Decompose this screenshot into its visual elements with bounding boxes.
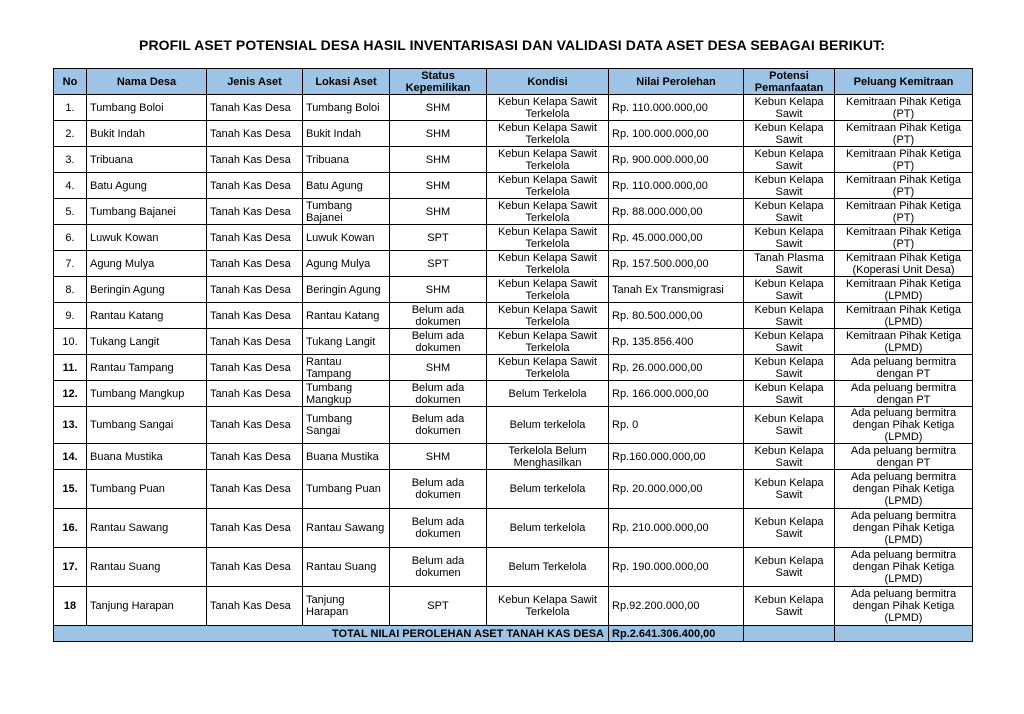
table-row [54, 509, 973, 548]
table-cell-potensi: Kebun Kelapa Sawit [744, 121, 835, 147]
table-cell-no: 10. [54, 329, 87, 355]
table-cell-nama-desa: Rantau Tampang [87, 355, 207, 381]
table-cell-nilai: Rp. 166.000.000,00 [609, 381, 744, 407]
table-cell-lokasi-aset: Tumbang Bajanei [303, 199, 390, 225]
table-cell-jenis-aset: Tanah Kas Desa [207, 548, 303, 587]
table-row [54, 381, 973, 407]
table-cell-kondisi: Kebun Kelapa Sawit Terkelola [487, 277, 609, 303]
table-cell-jenis-aset: Tanah Kas Desa [207, 355, 303, 381]
table-cell-nama-desa: Tukang Langit [87, 329, 207, 355]
table-cell-kondisi: Kebun Kelapa Sawit Terkelola [487, 355, 609, 381]
table-cell-jenis-aset: Tanah Kas Desa [207, 121, 303, 147]
table-cell-jenis-aset: Tanah Kas Desa [207, 470, 303, 509]
table-cell-potensi: Kebun Kelapa Sawit [744, 470, 835, 509]
table-cell-lokasi-aset: Tumbang Mangkup [303, 381, 390, 407]
table-cell-nama-desa: Tumbang Sangai [87, 407, 207, 444]
table-cell-potensi: Kebun Kelapa Sawit [744, 548, 835, 587]
table-cell-status: Belum ada dokumen [390, 548, 487, 587]
table-cell-peluang: Kemitraan Pihak Ketiga (PT) [835, 147, 973, 173]
table-cell-potensi: Kebun Kelapa Sawit [744, 147, 835, 173]
table-cell-nilai: Rp. 110.000.000,00 [609, 95, 744, 121]
table-cell-peluang: Ada peluang bermitra dengan PT [835, 381, 973, 407]
table-cell-nilai: Rp. 26.000.000,00 [609, 355, 744, 381]
table-cell-status: SHM [390, 355, 487, 381]
table-row [54, 251, 973, 277]
table-cell-no: 18 [54, 587, 87, 626]
table-row [54, 199, 973, 225]
table-cell-peluang: Kemitraan Pihak Ketiga (PT) [835, 95, 973, 121]
table-cell-kondisi: Belum Terkelola [487, 548, 609, 587]
table-cell-no: 9. [54, 303, 87, 329]
table-cell-peluang: Kemitraan Pihak Ketiga (Koperasi Unit Desa) [835, 251, 973, 277]
table-cell-nama-desa: Agung Mulya [87, 251, 207, 277]
table-cell-kondisi: Kebun Kelapa Sawit Terkelola [487, 251, 609, 277]
table-cell-lokasi-aset: Bukit Indah [303, 121, 390, 147]
table-cell-potensi: Kebun Kelapa Sawit [744, 407, 835, 444]
table-cell-peluang: Kemitraan Pihak Ketiga (PT) [835, 121, 973, 147]
table-cell-nilai: Rp.160.000.000,00 [609, 444, 744, 470]
total-empty-cell [835, 626, 973, 642]
table-cell-no: 17. [54, 548, 87, 587]
table-cell-status: SHM [390, 147, 487, 173]
table-cell-jenis-aset: Tanah Kas Desa [207, 444, 303, 470]
total-value: Rp.2.641.306.400,00 [609, 626, 744, 642]
table-cell-jenis-aset: Tanah Kas Desa [207, 173, 303, 199]
table-row [54, 407, 973, 444]
table-cell-peluang: Kemitraan Pihak Ketiga (LPMD) [835, 303, 973, 329]
table-cell-no: 14. [54, 444, 87, 470]
table-cell-potensi: Kebun Kelapa Sawit [744, 329, 835, 355]
table-cell-status: Belum ada dokumen [390, 509, 487, 548]
table-cell-lokasi-aset: Agung Mulya [303, 251, 390, 277]
table-cell-jenis-aset: Tanah Kas Desa [207, 381, 303, 407]
table-cell-potensi: Kebun Kelapa Sawit [744, 173, 835, 199]
table-cell-jenis-aset: Tanah Kas Desa [207, 509, 303, 548]
table-cell-nama-desa: Bukit Indah [87, 121, 207, 147]
table-cell-lokasi-aset: Rantau Tampang [303, 355, 390, 381]
table-cell-peluang: Ada peluang bermitra dengan Pihak Ketiga (LPMD) [835, 587, 973, 626]
document-title: PROFIL ASET POTENSIAL DESA HASIL INVENTARISASI DAN VALIDASI DATA ASET DESA SEBAGAI BERIKUT: [139, 37, 885, 53]
table-cell-peluang: Kemitraan Pihak Ketiga (PT) [835, 199, 973, 225]
table-cell-potensi: Kebun Kelapa Sawit [744, 303, 835, 329]
table-cell-peluang: Kemitraan Pihak Ketiga (LPMD) [835, 329, 973, 355]
table-cell-status: SPT [390, 251, 487, 277]
table-cell-nama-desa: Rantau Suang [87, 548, 207, 587]
table-cell-nilai: Rp. 88.000.000,00 [609, 199, 744, 225]
table-cell-kondisi: Kebun Kelapa Sawit Terkelola [487, 303, 609, 329]
table-cell-nilai: Rp. 190.000.000,00 [609, 548, 744, 587]
table-cell-peluang: Ada peluang bermitra dengan Pihak Ketiga (LPMD) [835, 548, 973, 587]
table-cell-peluang: Ada peluang bermitra dengan Pihak Ketiga (LPMD) [835, 407, 973, 444]
table-row [54, 95, 973, 121]
table-cell-kondisi: Terkelola Belum Menghasilkan [487, 444, 609, 470]
table-cell-kondisi: Kebun Kelapa Sawit Terkelola [487, 199, 609, 225]
table-cell-peluang: Ada peluang bermitra dengan Pihak Ketiga (LPMD) [835, 470, 973, 509]
table-cell-status: SHM [390, 277, 487, 303]
table-cell-status: Belum ada dokumen [390, 381, 487, 407]
table-cell-no: 3. [54, 147, 87, 173]
table-cell-potensi: Kebun Kelapa Sawit [744, 277, 835, 303]
table-cell-no: 11. [54, 355, 87, 381]
table-cell-jenis-aset: Tanah Kas Desa [207, 303, 303, 329]
table-cell-potensi: Kebun Kelapa Sawit [744, 355, 835, 381]
table-cell-status: Belum ada dokumen [390, 303, 487, 329]
table-cell-no: 12. [54, 381, 87, 407]
table-cell-no: 5. [54, 199, 87, 225]
table-row [54, 277, 973, 303]
table-cell-jenis-aset: Tanah Kas Desa [207, 587, 303, 626]
table-row [54, 303, 973, 329]
table-row [54, 444, 973, 470]
table-cell-lokasi-aset: Tukang Langit [303, 329, 390, 355]
table-cell-status: SPT [390, 225, 487, 251]
table-cell-nama-desa: Beringin Agung [87, 277, 207, 303]
table-cell-jenis-aset: Tanah Kas Desa [207, 277, 303, 303]
table-cell-no: 4. [54, 173, 87, 199]
table-cell-jenis-aset: Tanah Kas Desa [207, 329, 303, 355]
table-cell-nilai: Rp. 100.000.000,00 [609, 121, 744, 147]
header-nama-desa: Nama Desa [87, 69, 207, 95]
table-cell-peluang: Ada peluang bermitra dengan PT [835, 355, 973, 381]
table-cell-nilai: Rp. 110.000.000,00 [609, 173, 744, 199]
table-row [54, 470, 973, 509]
table-cell-potensi: Kebun Kelapa Sawit [744, 587, 835, 626]
table-cell-nilai: Rp. 0 [609, 407, 744, 444]
table-header-row [54, 69, 973, 95]
table-cell-no: 2. [54, 121, 87, 147]
total-empty-cell [744, 626, 835, 642]
table-cell-potensi: Kebun Kelapa Sawit [744, 509, 835, 548]
total-row [54, 626, 973, 642]
table-cell-no: 1. [54, 95, 87, 121]
table-cell-kondisi: Belum Terkelola [487, 381, 609, 407]
table-cell-lokasi-aset: Luwuk Kowan [303, 225, 390, 251]
table-cell-nilai: Rp. 157.500.000,00 [609, 251, 744, 277]
table-cell-jenis-aset: Tanah Kas Desa [207, 251, 303, 277]
table-row [54, 587, 973, 626]
table-cell-nilai: Rp.92.200.000,00 [609, 587, 744, 626]
table-cell-lokasi-aset: Rantau Suang [303, 548, 390, 587]
table-cell-nilai: Rp. 20.000.000,00 [609, 470, 744, 509]
table-cell-kondisi: Kebun Kelapa Sawit Terkelola [487, 587, 609, 626]
table-cell-nama-desa: Buana Mustika [87, 444, 207, 470]
table-cell-nilai: Rp. 900.000.000,00 [609, 147, 744, 173]
table-cell-kondisi: Belum terkelola [487, 407, 609, 444]
table-cell-nilai: Rp. 45.000.000,00 [609, 225, 744, 251]
table-cell-lokasi-aset: Buana Mustika [303, 444, 390, 470]
table-cell-status: SPT [390, 587, 487, 626]
table-cell-nama-desa: Tumbang Puan [87, 470, 207, 509]
header-peluang-kemitraan: Peluang Kemitraan [835, 69, 973, 95]
table-cell-no: 16. [54, 509, 87, 548]
table-cell-no: 8. [54, 277, 87, 303]
table-row [54, 548, 973, 587]
table-cell-jenis-aset: Tanah Kas Desa [207, 147, 303, 173]
table-cell-peluang: Kemitraan Pihak Ketiga (LPMD) [835, 277, 973, 303]
table-cell-lokasi-aset: Tumbang Puan [303, 470, 390, 509]
table-cell-potensi: Kebun Kelapa Sawit [744, 381, 835, 407]
table-cell-kondisi: Kebun Kelapa Sawit Terkelola [487, 225, 609, 251]
table-cell-nama-desa: Rantau Katang [87, 303, 207, 329]
table-cell-no: 6. [54, 225, 87, 251]
table-row [54, 355, 973, 381]
table-cell-status: SHM [390, 444, 487, 470]
table-cell-jenis-aset: Tanah Kas Desa [207, 199, 303, 225]
table-cell-status: SHM [390, 173, 487, 199]
header-status-kepemilikan: Status Kepemilikan [390, 69, 487, 95]
table-cell-no: 15. [54, 470, 87, 509]
table-cell-jenis-aset: Tanah Kas Desa [207, 407, 303, 444]
table-cell-peluang: Ada peluang bermitra dengan PT [835, 444, 973, 470]
table-cell-peluang: Kemitraan Pihak Ketiga (PT) [835, 173, 973, 199]
table-cell-nilai: Rp. 80.500.000,00 [609, 303, 744, 329]
table-cell-status: SHM [390, 121, 487, 147]
table-cell-nilai: Rp. 210.000.000,00 [609, 509, 744, 548]
table-cell-lokasi-aset: Tanjung Harapan [303, 587, 390, 626]
table-cell-lokasi-aset: Tumbang Boloi [303, 95, 390, 121]
table-cell-lokasi-aset: Batu Agung [303, 173, 390, 199]
table-cell-jenis-aset: Tanah Kas Desa [207, 95, 303, 121]
table-cell-status: Belum ada dokumen [390, 470, 487, 509]
table-row [54, 329, 973, 355]
asset-table [53, 68, 973, 642]
table-cell-nilai: Rp. 135.856.400 [609, 329, 744, 355]
table-row [54, 225, 973, 251]
table-cell-no: 13. [54, 407, 87, 444]
table-cell-potensi: Kebun Kelapa Sawit [744, 444, 835, 470]
table-cell-status: SHM [390, 199, 487, 225]
table-cell-lokasi-aset: Tribuana [303, 147, 390, 173]
table-cell-nama-desa: Luwuk Kowan [87, 225, 207, 251]
table-cell-nama-desa: Tumbang Mangkup [87, 381, 207, 407]
table-cell-lokasi-aset: Beringin Agung [303, 277, 390, 303]
table-cell-potensi: Tanah Plasma Sawit [744, 251, 835, 277]
table-cell-nama-desa: Tanjung Harapan [87, 587, 207, 626]
header-lokasi-aset: Lokasi Aset [303, 69, 390, 95]
table-cell-kondisi: Belum terkelola [487, 470, 609, 509]
table-cell-nama-desa: Tribuana [87, 147, 207, 173]
header-potensi-pemanfaatan: Potensi Pemanfaatan [744, 69, 835, 95]
table-cell-nama-desa: Tumbang Boloi [87, 95, 207, 121]
table-cell-nilai: Tanah Ex Transmigrasi [609, 277, 744, 303]
table-cell-kondisi: Kebun Kelapa Sawit Terkelola [487, 329, 609, 355]
table-cell-kondisi: Kebun Kelapa Sawit Terkelola [487, 147, 609, 173]
table-cell-potensi: Kebun Kelapa Sawit [744, 199, 835, 225]
table-cell-jenis-aset: Tanah Kas Desa [207, 225, 303, 251]
table-cell-potensi: Kebun Kelapa Sawit [744, 95, 835, 121]
header-kondisi: Kondisi [487, 69, 609, 95]
table-cell-peluang: Ada peluang bermitra dengan Pihak Ketiga (LPMD) [835, 509, 973, 548]
total-label: TOTAL NILAI PEROLEHAN ASET TANAH KAS DESA [54, 626, 609, 642]
table-cell-peluang: Kemitraan Pihak Ketiga (PT) [835, 225, 973, 251]
table-cell-lokasi-aset: Tumbang Sangai [303, 407, 390, 444]
header-no: No [54, 69, 87, 95]
table-cell-kondisi: Kebun Kelapa Sawit Terkelola [487, 121, 609, 147]
table-cell-no: 7. [54, 251, 87, 277]
table-row [54, 173, 973, 199]
header-nilai-perolehan: Nilai Perolehan [609, 69, 744, 95]
table-cell-status: Belum ada dokumen [390, 329, 487, 355]
table-cell-lokasi-aset: Rantau Katang [303, 303, 390, 329]
table-cell-nama-desa: Batu Agung [87, 173, 207, 199]
table-row [54, 121, 973, 147]
table-cell-nama-desa: Tumbang Bajanei [87, 199, 207, 225]
table-cell-nama-desa: Rantau Sawang [87, 509, 207, 548]
table-cell-status: Belum ada dokumen [390, 407, 487, 444]
table-cell-lokasi-aset: Rantau Sawang [303, 509, 390, 548]
table-cell-kondisi: Kebun Kelapa Sawit Terkelola [487, 95, 609, 121]
table-cell-status: SHM [390, 95, 487, 121]
table-cell-kondisi: Belum terkelola [487, 509, 609, 548]
header-jenis-aset: Jenis Aset [207, 69, 303, 95]
table-cell-potensi: Kebun Kelapa Sawit [744, 225, 835, 251]
table-cell-kondisi: Kebun Kelapa Sawit Terkelola [487, 173, 609, 199]
table-row [54, 147, 973, 173]
